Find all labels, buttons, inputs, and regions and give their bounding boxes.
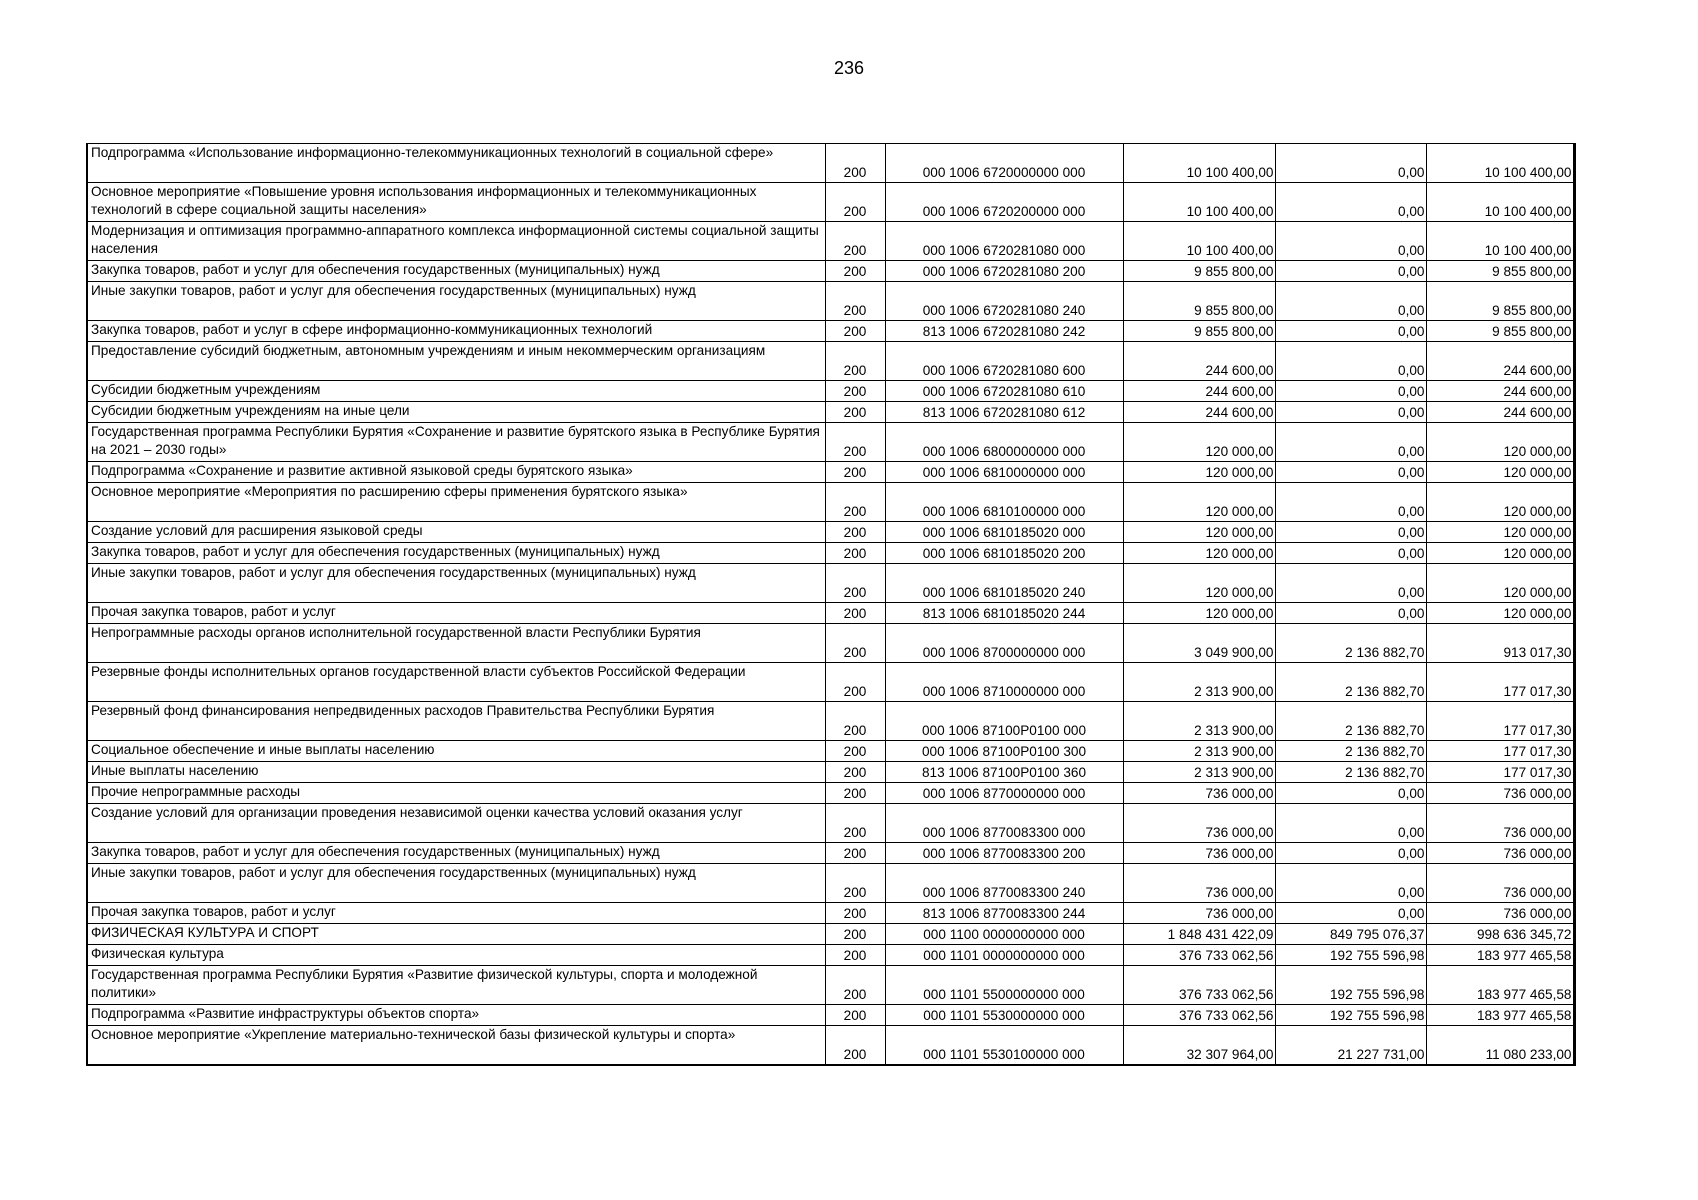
row-name-cell: Основное мероприятие «Укрепление материально-технической базы физической культуры и спорта» <box>87 1026 825 1065</box>
row-name-cell: Основное мероприятие «Мероприятия по расширению сферы применения бурятского языка» <box>87 483 825 522</box>
row-name-cell: Иные выплаты населению <box>87 762 825 783</box>
row-kbk-cell: 000 1006 6720281080 240 <box>885 282 1123 321</box>
table-row <box>87 624 1574 663</box>
row-value1-cell: 244 600,00 <box>1123 402 1275 423</box>
row-code-cell: 200 <box>825 966 885 1005</box>
row-code-cell: 200 <box>825 663 885 702</box>
row-value3-cell: 736 000,00 <box>1426 843 1574 864</box>
row-value2-cell: 0,00 <box>1275 144 1426 183</box>
row-code-cell: 200 <box>825 1005 885 1026</box>
row-value2-cell: 192 755 596,98 <box>1275 1005 1426 1026</box>
row-value1-cell: 2 313 900,00 <box>1123 663 1275 702</box>
row-value2-cell: 2 136 882,70 <box>1275 702 1426 741</box>
row-value1-cell: 120 000,00 <box>1123 564 1275 603</box>
row-value3-cell: 120 000,00 <box>1426 483 1574 522</box>
row-value2-cell: 2 136 882,70 <box>1275 741 1426 762</box>
row-code-cell: 200 <box>825 423 885 462</box>
row-kbk-cell: 813 1006 6720281080 612 <box>885 402 1123 423</box>
row-value2-cell: 0,00 <box>1275 783 1426 804</box>
row-value1-cell: 2 313 900,00 <box>1123 762 1275 783</box>
row-code-cell: 200 <box>825 282 885 321</box>
table-row <box>87 282 1574 321</box>
row-value3-cell: 120 000,00 <box>1426 522 1574 543</box>
row-value2-cell: 0,00 <box>1275 183 1426 222</box>
row-code-cell: 200 <box>825 624 885 663</box>
table-row <box>87 903 1574 924</box>
row-kbk-cell: 000 1006 8770083300 200 <box>885 843 1123 864</box>
row-value3-cell: 120 000,00 <box>1426 603 1574 624</box>
row-value2-cell: 0,00 <box>1275 864 1426 903</box>
row-value1-cell: 736 000,00 <box>1123 783 1275 804</box>
row-name-cell: Прочие непрограммные расходы <box>87 783 825 804</box>
table-row <box>87 321 1574 342</box>
row-kbk-cell: 813 1006 8770083300 244 <box>885 903 1123 924</box>
row-code-cell: 200 <box>825 483 885 522</box>
row-value1-cell: 120 000,00 <box>1123 462 1275 483</box>
page-number: 236 <box>833 58 865 78</box>
row-value1-cell: 736 000,00 <box>1123 804 1275 843</box>
table-row <box>87 183 1574 222</box>
row-value3-cell: 736 000,00 <box>1426 864 1574 903</box>
row-value3-cell: 120 000,00 <box>1426 423 1574 462</box>
table-row <box>87 966 1574 1005</box>
row-value3-cell: 183 977 465,58 <box>1426 945 1574 966</box>
table-row <box>87 522 1574 543</box>
row-value1-cell: 376 733 062,56 <box>1123 1005 1275 1026</box>
row-name-cell: Подпрограмма «Использование информационно-телекоммуникационных технологий в социальной сфере» <box>87 144 825 183</box>
row-value1-cell: 244 600,00 <box>1123 381 1275 402</box>
table-row <box>87 381 1574 402</box>
row-value2-cell: 0,00 <box>1275 543 1426 564</box>
row-code-cell: 200 <box>825 702 885 741</box>
row-name-cell: Предоставление субсидий бюджетным, автономным учреждениям и иным некоммерческим организациям <box>87 342 825 381</box>
row-value1-cell: 736 000,00 <box>1123 843 1275 864</box>
row-kbk-cell: 000 1006 6720281080 610 <box>885 381 1123 402</box>
table-row <box>87 843 1574 864</box>
row-code-cell: 200 <box>825 321 885 342</box>
row-name-cell: Закупка товаров, работ и услуг в сфере информационно-коммуникационных технологий <box>87 321 825 342</box>
row-name-cell: Иные закупки товаров, работ и услуг для обеспечения государственных (муниципальных) нужд <box>87 282 825 321</box>
row-value3-cell: 120 000,00 <box>1426 462 1574 483</box>
table-row <box>87 864 1574 903</box>
row-value3-cell: 244 600,00 <box>1426 381 1574 402</box>
table-row <box>87 564 1574 603</box>
table-row <box>87 663 1574 702</box>
row-value2-cell: 0,00 <box>1275 804 1426 843</box>
row-value2-cell: 849 795 076,37 <box>1275 924 1426 945</box>
row-kbk-cell: 000 1006 6720281080 600 <box>885 342 1123 381</box>
table-row <box>87 741 1574 762</box>
row-kbk-cell: 813 1006 6720281080 242 <box>885 321 1123 342</box>
row-name-cell: Модернизация и оптимизация программно-аппаратного комплекса информационной системы социальной защиты населения <box>87 222 825 261</box>
row-name-cell: ФИЗИЧЕСКАЯ КУЛЬТУРА И СПОРТ <box>87 924 825 945</box>
row-name-cell: Закупка товаров, работ и услуг для обеспечения государственных (муниципальных) нужд <box>87 261 825 282</box>
table-row <box>87 144 1574 183</box>
table-row <box>87 483 1574 522</box>
row-value2-cell: 192 755 596,98 <box>1275 945 1426 966</box>
row-value3-cell: 244 600,00 <box>1426 342 1574 381</box>
row-value1-cell: 32 307 964,00 <box>1123 1026 1275 1065</box>
row-value3-cell: 736 000,00 <box>1426 804 1574 843</box>
row-code-cell: 200 <box>825 144 885 183</box>
row-name-cell: Подпрограмма «Развитие инфраструктуры объектов спорта» <box>87 1005 825 1026</box>
row-value3-cell: 244 600,00 <box>1426 402 1574 423</box>
row-value3-cell: 120 000,00 <box>1426 543 1574 564</box>
row-value1-cell: 376 733 062,56 <box>1123 945 1275 966</box>
row-value3-cell: 177 017,30 <box>1426 702 1574 741</box>
row-value3-cell: 183 977 465,58 <box>1426 1005 1574 1026</box>
row-code-cell: 200 <box>825 402 885 423</box>
row-kbk-cell: 000 1101 5500000000 000 <box>885 966 1123 1005</box>
table-row <box>87 762 1574 783</box>
row-kbk-cell: 000 1006 6720281080 200 <box>885 261 1123 282</box>
row-code-cell: 200 <box>825 1026 885 1065</box>
row-name-cell: Резервные фонды исполнительных органов государственной власти субъектов Российской Федерации <box>87 663 825 702</box>
row-value2-cell: 21 227 731,00 <box>1275 1026 1426 1065</box>
row-value1-cell: 10 100 400,00 <box>1123 144 1275 183</box>
row-code-cell: 200 <box>825 945 885 966</box>
budget-table <box>86 143 1576 1066</box>
row-value1-cell: 9 855 800,00 <box>1123 261 1275 282</box>
row-kbk-cell: 000 1006 87100P0100 300 <box>885 741 1123 762</box>
row-code-cell: 200 <box>825 804 885 843</box>
row-value2-cell: 2 136 882,70 <box>1275 762 1426 783</box>
row-kbk-cell: 000 1006 8710000000 000 <box>885 663 1123 702</box>
budget-table-body <box>87 144 1574 1065</box>
row-code-cell: 200 <box>825 924 885 945</box>
row-value2-cell: 2 136 882,70 <box>1275 624 1426 663</box>
row-code-cell: 200 <box>825 864 885 903</box>
row-value1-cell: 2 313 900,00 <box>1123 741 1275 762</box>
row-kbk-cell: 000 1006 6810185020 240 <box>885 564 1123 603</box>
table-row <box>87 804 1574 843</box>
row-kbk-cell: 813 1006 6810185020 244 <box>885 603 1123 624</box>
row-value1-cell: 9 855 800,00 <box>1123 321 1275 342</box>
row-code-cell: 200 <box>825 342 885 381</box>
row-code-cell: 200 <box>825 564 885 603</box>
row-code-cell: 200 <box>825 222 885 261</box>
row-name-cell: Подпрограмма «Сохранение и развитие активной языковой среды бурятского языка» <box>87 462 825 483</box>
row-kbk-cell: 000 1006 6810185020 000 <box>885 522 1123 543</box>
row-name-cell: Закупка товаров, работ и услуг для обеспечения государственных (муниципальных) нужд <box>87 543 825 564</box>
row-code-cell: 200 <box>825 381 885 402</box>
row-code-cell: 200 <box>825 741 885 762</box>
table-row <box>87 462 1574 483</box>
row-value2-cell: 0,00 <box>1275 261 1426 282</box>
row-kbk-cell: 000 1100 0000000000 000 <box>885 924 1123 945</box>
row-value1-cell: 736 000,00 <box>1123 864 1275 903</box>
table-row <box>87 342 1574 381</box>
row-kbk-cell: 000 1006 6800000000 000 <box>885 423 1123 462</box>
row-value1-cell: 120 000,00 <box>1123 522 1275 543</box>
row-name-cell: Физическая культура <box>87 945 825 966</box>
row-kbk-cell: 000 1006 6720200000 000 <box>885 183 1123 222</box>
row-kbk-cell: 813 1006 87100P0100 360 <box>885 762 1123 783</box>
row-name-cell: Социальное обеспечение и иные выплаты населению <box>87 741 825 762</box>
row-kbk-cell: 000 1006 6810185020 200 <box>885 543 1123 564</box>
row-value1-cell: 10 100 400,00 <box>1123 183 1275 222</box>
row-value1-cell: 3 049 900,00 <box>1123 624 1275 663</box>
row-value3-cell: 177 017,30 <box>1426 663 1574 702</box>
row-value2-cell: 0,00 <box>1275 903 1426 924</box>
row-value2-cell: 0,00 <box>1275 483 1426 522</box>
row-name-cell: Закупка товаров, работ и услуг для обеспечения государственных (муниципальных) нужд <box>87 843 825 864</box>
row-value3-cell: 10 100 400,00 <box>1426 222 1574 261</box>
row-kbk-cell: 000 1101 5530100000 000 <box>885 1026 1123 1065</box>
row-kbk-cell: 000 1006 8770000000 000 <box>885 783 1123 804</box>
row-name-cell: Создание условий для расширения языковой среды <box>87 522 825 543</box>
row-value3-cell: 183 977 465,58 <box>1426 966 1574 1005</box>
row-code-cell: 200 <box>825 903 885 924</box>
row-name-cell: Иные закупки товаров, работ и услуг для обеспечения государственных (муниципальных) нужд <box>87 564 825 603</box>
row-kbk-cell: 000 1006 8700000000 000 <box>885 624 1123 663</box>
row-value1-cell: 120 000,00 <box>1123 423 1275 462</box>
table-row <box>87 402 1574 423</box>
row-name-cell: Создание условий для организации проведения независимой оценки качества условий оказания услуг <box>87 804 825 843</box>
row-value2-cell: 0,00 <box>1275 321 1426 342</box>
row-kbk-cell: 000 1101 5530000000 000 <box>885 1005 1123 1026</box>
row-name-cell: Резервный фонд финансирования непредвиденных расходов Правительства Республики Бурятия <box>87 702 825 741</box>
row-value1-cell: 120 000,00 <box>1123 483 1275 522</box>
row-value3-cell: 736 000,00 <box>1426 903 1574 924</box>
row-value2-cell: 0,00 <box>1275 603 1426 624</box>
row-code-cell: 200 <box>825 462 885 483</box>
row-name-cell: Субсидии бюджетным учреждениям на иные цели <box>87 402 825 423</box>
table-row <box>87 783 1574 804</box>
row-name-cell: Государственная программа Республики Бурятия «Развитие физической культуры, спорта и молодежной политики» <box>87 966 825 1005</box>
row-value2-cell: 0,00 <box>1275 282 1426 321</box>
row-code-cell: 200 <box>825 261 885 282</box>
row-value2-cell: 0,00 <box>1275 423 1426 462</box>
row-code-cell: 200 <box>825 762 885 783</box>
row-value2-cell: 0,00 <box>1275 342 1426 381</box>
row-value3-cell: 10 100 400,00 <box>1426 183 1574 222</box>
table-row <box>87 261 1574 282</box>
row-value2-cell: 192 755 596,98 <box>1275 966 1426 1005</box>
row-value1-cell: 120 000,00 <box>1123 603 1275 624</box>
row-value1-cell: 10 100 400,00 <box>1123 222 1275 261</box>
row-value2-cell: 0,00 <box>1275 843 1426 864</box>
row-code-cell: 200 <box>825 783 885 804</box>
row-name-cell: Непрограммные расходы органов исполнительной государственной власти Республики Бурятия <box>87 624 825 663</box>
row-kbk-cell: 000 1006 87100P0100 000 <box>885 702 1123 741</box>
row-name-cell: Прочая закупка товаров, работ и услуг <box>87 903 825 924</box>
row-name-cell: Иные закупки товаров, работ и услуг для обеспечения государственных (муниципальных) нужд <box>87 864 825 903</box>
row-value3-cell: 998 636 345,72 <box>1426 924 1574 945</box>
table-row <box>87 222 1574 261</box>
table-row <box>87 924 1574 945</box>
table-row <box>87 702 1574 741</box>
row-value3-cell: 736 000,00 <box>1426 783 1574 804</box>
row-code-cell: 200 <box>825 183 885 222</box>
row-value2-cell: 2 136 882,70 <box>1275 663 1426 702</box>
row-value3-cell: 120 000,00 <box>1426 564 1574 603</box>
row-value3-cell: 177 017,30 <box>1426 741 1574 762</box>
table-row <box>87 945 1574 966</box>
row-code-cell: 200 <box>825 522 885 543</box>
row-value2-cell: 0,00 <box>1275 222 1426 261</box>
table-row <box>87 1005 1574 1026</box>
row-name-cell: Прочая закупка товаров, работ и услуг <box>87 603 825 624</box>
row-value1-cell: 2 313 900,00 <box>1123 702 1275 741</box>
row-kbk-cell: 000 1006 8770083300 000 <box>885 804 1123 843</box>
row-kbk-cell: 000 1006 6720281080 000 <box>885 222 1123 261</box>
row-value1-cell: 1 848 431 422,09 <box>1123 924 1275 945</box>
row-value1-cell: 120 000,00 <box>1123 543 1275 564</box>
row-name-cell: Субсидии бюджетным учреждениям <box>87 381 825 402</box>
row-value3-cell: 9 855 800,00 <box>1426 282 1574 321</box>
row-name-cell: Государственная программа Республики Бурятия «Сохранение и развитие бурятского языка в Республике Бурятия на 2021 – 2030 годы» <box>87 423 825 462</box>
row-value3-cell: 177 017,30 <box>1426 762 1574 783</box>
row-kbk-cell: 000 1006 6810000000 000 <box>885 462 1123 483</box>
row-value1-cell: 376 733 062,56 <box>1123 966 1275 1005</box>
row-kbk-cell: 000 1006 8770083300 240 <box>885 864 1123 903</box>
row-code-cell: 200 <box>825 843 885 864</box>
row-value3-cell: 9 855 800,00 <box>1426 261 1574 282</box>
row-value3-cell: 913 017,30 <box>1426 624 1574 663</box>
row-value3-cell: 11 080 233,00 <box>1426 1026 1574 1065</box>
row-value2-cell: 0,00 <box>1275 381 1426 402</box>
table-row <box>87 1026 1574 1065</box>
row-name-cell: Основное мероприятие «Повышение уровня использования информационных и телекоммуникационных технологий в сфере социальной защиты населения» <box>87 183 825 222</box>
row-kbk-cell: 000 1006 6810100000 000 <box>885 483 1123 522</box>
row-value2-cell: 0,00 <box>1275 402 1426 423</box>
row-value3-cell: 9 855 800,00 <box>1426 321 1574 342</box>
row-value2-cell: 0,00 <box>1275 522 1426 543</box>
table-row <box>87 423 1574 462</box>
row-kbk-cell: 000 1006 6720000000 000 <box>885 144 1123 183</box>
row-value3-cell: 10 100 400,00 <box>1426 144 1574 183</box>
row-value1-cell: 244 600,00 <box>1123 342 1275 381</box>
row-code-cell: 200 <box>825 603 885 624</box>
table-row <box>87 603 1574 624</box>
row-code-cell: 200 <box>825 543 885 564</box>
table-row <box>87 543 1574 564</box>
row-value2-cell: 0,00 <box>1275 564 1426 603</box>
row-value1-cell: 736 000,00 <box>1123 903 1275 924</box>
row-kbk-cell: 000 1101 0000000000 000 <box>885 945 1123 966</box>
row-value2-cell: 0,00 <box>1275 462 1426 483</box>
row-value1-cell: 9 855 800,00 <box>1123 282 1275 321</box>
